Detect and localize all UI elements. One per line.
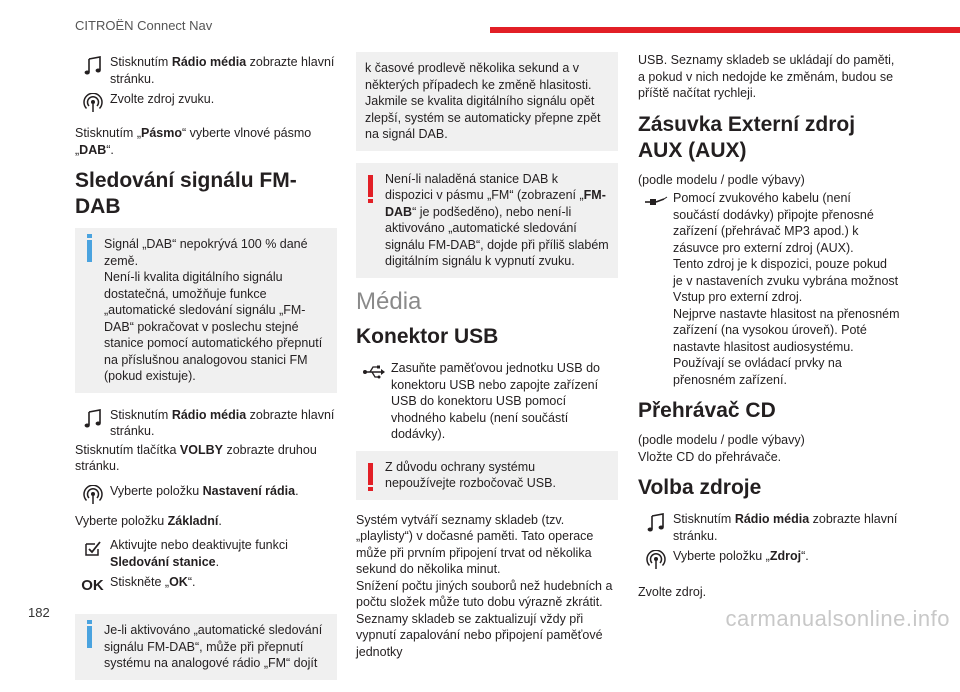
playlist-paragraph: Systém vytváří seznamy skladeb (tzv. „playlisty“) v dočasné paměti. Tato operace může při prvním připojení trvat od několika sekund do několika minut. Snížení počtu jiných souborů než hudebních a počtu složek může tuto dobu výrazně zkrátit. Seznamy skladeb se zaktualizují vždy při vypnutí zapalování nebo připojení paměťové jednotky	[356, 512, 613, 659]
usb-icon	[356, 358, 391, 386]
jack-cable-icon	[638, 188, 673, 216]
info-icon	[87, 240, 92, 262]
aux-model-note: (podle modelu / podle výbavy)	[638, 172, 805, 187]
heading-cd: Přehrávač CD	[638, 399, 776, 422]
volby-paragraph: Stisknutím tlačítka VOLBY zobrazte druhou stránku.	[75, 442, 317, 473]
step-usb: Zasuňte paměťovou jednotku USB do konektoru USB nebo zapojte zařízení USB do konektoru USB pomocí vhodného kabelu (není součástí dodávky).	[356, 358, 618, 443]
step-ok: OK Stiskněte „OK“.	[75, 572, 337, 600]
heading-fm-dab: Sledování signálu FM-DAB	[75, 169, 297, 218]
info-box-dab: Signál „DAB“ nepokrývá 100 % dané země. Není-li kvalita digitálního signálu dostatečná, umožňuje funkce „automatické sledování signálu „FM-DAB“ pokračovat v poslechu stejné stanice pomocí automatického přepnutí na příslušnou analogovou stanici FM (pokud existuje).	[75, 228, 337, 393]
step-radio-settings: Vyberte položku Nastavení rádia.	[75, 481, 337, 509]
step-aux: Pomocí zvukového kabelu (není součástí dodávky) připojte přenosné zařízení (přehrávač MP3 apod.) k zásuvce pro externí zdroj (AUX). Tento zdroj je k dispozici, pouze pokud je v nastaveních zvuku vybrána možnost Vstup pro externí zdroj. Nejprve nastavte hlasitost na přenosném zařízení (na vysokou úroveň). Poté nastavte hlasitost audiosystému. Používají se ovládací prvky na přenosném zařízení.	[638, 188, 900, 388]
step-select-source: Zvolte zdroj zvuku.	[75, 89, 337, 117]
column-1	[75, 52, 337, 692]
header-accent-bar	[490, 27, 960, 33]
info-box-continued: k časové prodlevě několika sekund a v některých případech ke změně hlasitosti. Jakmile se kvalita digitálního signálu opět zlepší, systém se automaticky přepne zpět na signál DAB.	[356, 52, 618, 151]
section-title-media: Média	[356, 287, 422, 315]
info-box-fm-dab: Je-li aktivováno „automatické sledování signálu FM-DAB“, může při přepnutí systému na analogové rádio „FM“ dojít	[75, 614, 337, 680]
watermark: carmanualsonline.info	[725, 606, 950, 631]
step-source-select: Vyberte položku „Zdroj“.	[638, 546, 900, 574]
info-icon	[87, 626, 92, 648]
ok-icon: OK	[81, 576, 104, 594]
cd-paragraph: (podle modelu / podle výbavy) Vložte CD do přehrávače.	[638, 433, 805, 464]
music-note-icon	[638, 509, 673, 537]
checkbox-icon	[75, 535, 110, 563]
step-radio-media-2: Stisknutím Rádio média zobrazte hlavní stránku.	[75, 405, 337, 440]
step-radio-media: Stisknutím Rádio média zobrazte hlavní stránku.	[75, 52, 337, 87]
radio-signal-icon	[638, 546, 673, 574]
step-source-radio-media: Stisknutím Rádio média zobrazte hlavní stránku.	[638, 509, 900, 544]
warning-box-dab: Není-li naladěná stanice DAB k dispozici v pásmu „FM“ (zobrazení „FM-DAB“ je podšeděno), nebo není-li aktivováno „automatické sledování signálu FM-DAB“, dojde při příliš slabém digitálním signálu k vypnutí zvuku.	[356, 163, 618, 278]
page-number: 182	[28, 605, 50, 620]
step-station-tracking: Aktivujte nebo deaktivujte funkci Sledování stanice.	[75, 535, 337, 570]
music-note-icon	[75, 405, 110, 433]
playlist-continued: USB. Seznamy skladeb se ukládají do paměti, a pokud v nich nedojde ke změnám, budou se příště načítat rychleji.	[638, 53, 895, 100]
source-paragraph: Zvolte zdroj.	[638, 585, 707, 599]
heading-usb: Konektor USB	[356, 325, 499, 348]
music-note-icon	[75, 52, 110, 80]
band-paragraph: Stisknutím „Pásmo“ vyberte vlnové pásmo „DAB“.	[75, 126, 312, 157]
column-3	[638, 52, 900, 607]
radio-signal-icon	[75, 89, 110, 117]
zakladni-paragraph: Vyberte položku Základní.	[75, 513, 222, 528]
warning-icon	[368, 463, 373, 485]
warning-box-usb-hub: Z důvodu ochrany systému nepoužívejte rozbočovač USB.	[356, 451, 618, 500]
radio-signal-icon	[75, 481, 110, 509]
heading-source: Volba zdroje	[638, 476, 762, 499]
header-title: CITROËN Connect Nav	[75, 18, 213, 33]
warning-icon	[368, 175, 373, 197]
column-2	[356, 52, 618, 666]
heading-aux: Zásuvka Externí zdroj AUX (AUX)	[638, 112, 856, 162]
